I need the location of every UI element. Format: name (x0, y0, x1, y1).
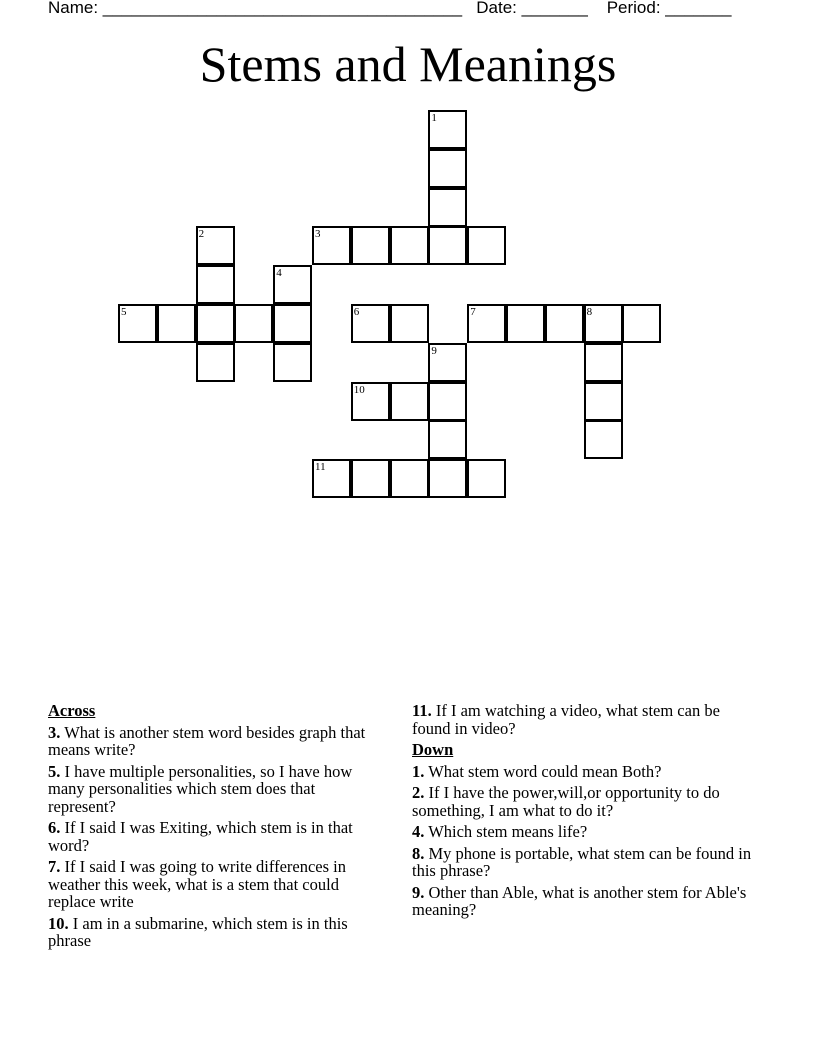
clues-right-column (412, 702, 762, 923)
clue-down-1 (412, 763, 762, 781)
cell-number: 11 (315, 461, 326, 474)
clue-number: 2. (412, 783, 425, 802)
clue-down-4 (412, 823, 762, 841)
name-field[interactable]: Name: ______________________________________ (48, 0, 463, 17)
period-field[interactable]: Period: _______ (606, 0, 732, 17)
crossword-cell[interactable] (312, 459, 351, 498)
crossword-cell[interactable] (351, 459, 390, 498)
crossword-cell[interactable] (584, 420, 623, 459)
crossword-cell[interactable] (196, 265, 235, 304)
crossword-cell[interactable] (118, 304, 157, 343)
clue-number: 9. (412, 882, 425, 902)
crossword-cell[interactable] (428, 382, 467, 421)
clue-text: If I have the power,will,or opportunity to do something, I am what to do it? (412, 783, 720, 820)
crossword-cell[interactable] (428, 420, 467, 459)
clue-number: 5. (48, 761, 61, 781)
crossword-cell[interactable] (545, 304, 584, 343)
clue-across-5 (48, 763, 386, 816)
clue-text: Other than Able, what is another stem for Able's meaning? (412, 882, 747, 919)
crossword-cell[interactable] (428, 188, 467, 227)
clue-text: If I said I was going to write differences in weather this week, what is a stem that could replace write (48, 857, 346, 911)
crossword-cell[interactable] (428, 459, 467, 498)
cell-number: 2 (198, 228, 205, 241)
crossword-cell[interactable] (428, 110, 467, 149)
crossword-cell[interactable] (467, 459, 506, 498)
clue-number: 11. (412, 701, 432, 720)
clue-number: 8. (412, 843, 425, 863)
clues-left-column (48, 702, 386, 954)
clue-number: 10. (48, 913, 69, 933)
clue-number: 3. (48, 722, 61, 742)
crossword-cell[interactable] (390, 382, 429, 421)
cell-number: 7 (470, 306, 476, 318)
crossword-cell[interactable] (584, 343, 623, 382)
clue-text: I have multiple personalities, so I have how many personalities which stem does that represent? (48, 761, 353, 816)
cell-number: 1 (431, 112, 437, 124)
clue-down-9 (412, 884, 762, 919)
clue-text: Which stem means life? (428, 822, 588, 841)
cell-number: 8 (586, 306, 593, 318)
clue-text: If I am watching a video, what stem can be found in video? (412, 701, 720, 738)
crossword-cell[interactable] (390, 304, 429, 343)
clue-text: If I said I was Exiting, which stem is in that word? (48, 818, 353, 855)
crossword-cell[interactable] (351, 382, 390, 421)
crossword-cell[interactable] (351, 304, 390, 343)
crossword-cell[interactable] (584, 304, 623, 343)
date-field[interactable]: Date: _______ (476, 0, 588, 17)
crossword-cell[interactable] (196, 343, 235, 382)
cell-number: 10 (353, 383, 365, 396)
cell-number: 3 (315, 228, 321, 241)
clue-number: 7. (48, 857, 61, 876)
crossword-cell[interactable] (273, 265, 312, 304)
crossword-cell[interactable] (196, 304, 235, 343)
crossword-cell[interactable] (196, 226, 235, 265)
clue-text: I am in a submarine, which stem is in this phrase (48, 913, 348, 950)
crossword-cell[interactable] (234, 304, 273, 343)
clue-number: 1. (412, 761, 425, 781)
crossword-cell[interactable] (273, 343, 312, 382)
crossword-cell[interactable] (390, 459, 429, 498)
crossword-cell[interactable] (312, 226, 351, 265)
crossword-cell[interactable] (351, 226, 390, 265)
clue-across-7 (48, 858, 386, 911)
clue-number: 6. (48, 818, 61, 837)
clue-across-6 (48, 819, 386, 854)
crossword-cell[interactable] (428, 226, 467, 265)
crossword-grid (0, 0, 816, 520)
clue-text: What is another stem word besides graph that means write? (48, 722, 366, 759)
clue-down-8 (412, 845, 762, 880)
across-heading: Across (48, 701, 96, 720)
down-heading: Down (412, 740, 454, 759)
cell-number: 5 (121, 306, 127, 318)
clue-number: 4. (412, 822, 425, 841)
cell-number: 9 (431, 344, 437, 357)
clue-across-10 (48, 915, 386, 950)
clue-across-3 (48, 724, 386, 759)
cell-number: 6 (353, 306, 360, 318)
crossword-cell[interactable] (584, 382, 623, 421)
crossword-cell[interactable] (506, 304, 545, 343)
clue-across-11 (412, 702, 762, 737)
crossword-cell[interactable] (467, 304, 506, 343)
crossword-cell[interactable] (273, 304, 312, 343)
clue-down-2 (412, 784, 762, 819)
crossword-cell[interactable] (428, 149, 467, 188)
cell-number: 4 (276, 267, 282, 280)
crossword-cell[interactable] (622, 304, 661, 343)
clue-text: What stem word could mean Both? (428, 761, 662, 781)
clue-text: My phone is portable, what stem can be found in this phrase? (412, 843, 752, 880)
page-title: Stems and Meanings (199, 36, 617, 92)
crossword-cell[interactable] (157, 304, 196, 343)
crossword-cell[interactable] (390, 226, 429, 265)
crossword-cell[interactable] (428, 343, 467, 382)
crossword-cell[interactable] (467, 226, 506, 265)
